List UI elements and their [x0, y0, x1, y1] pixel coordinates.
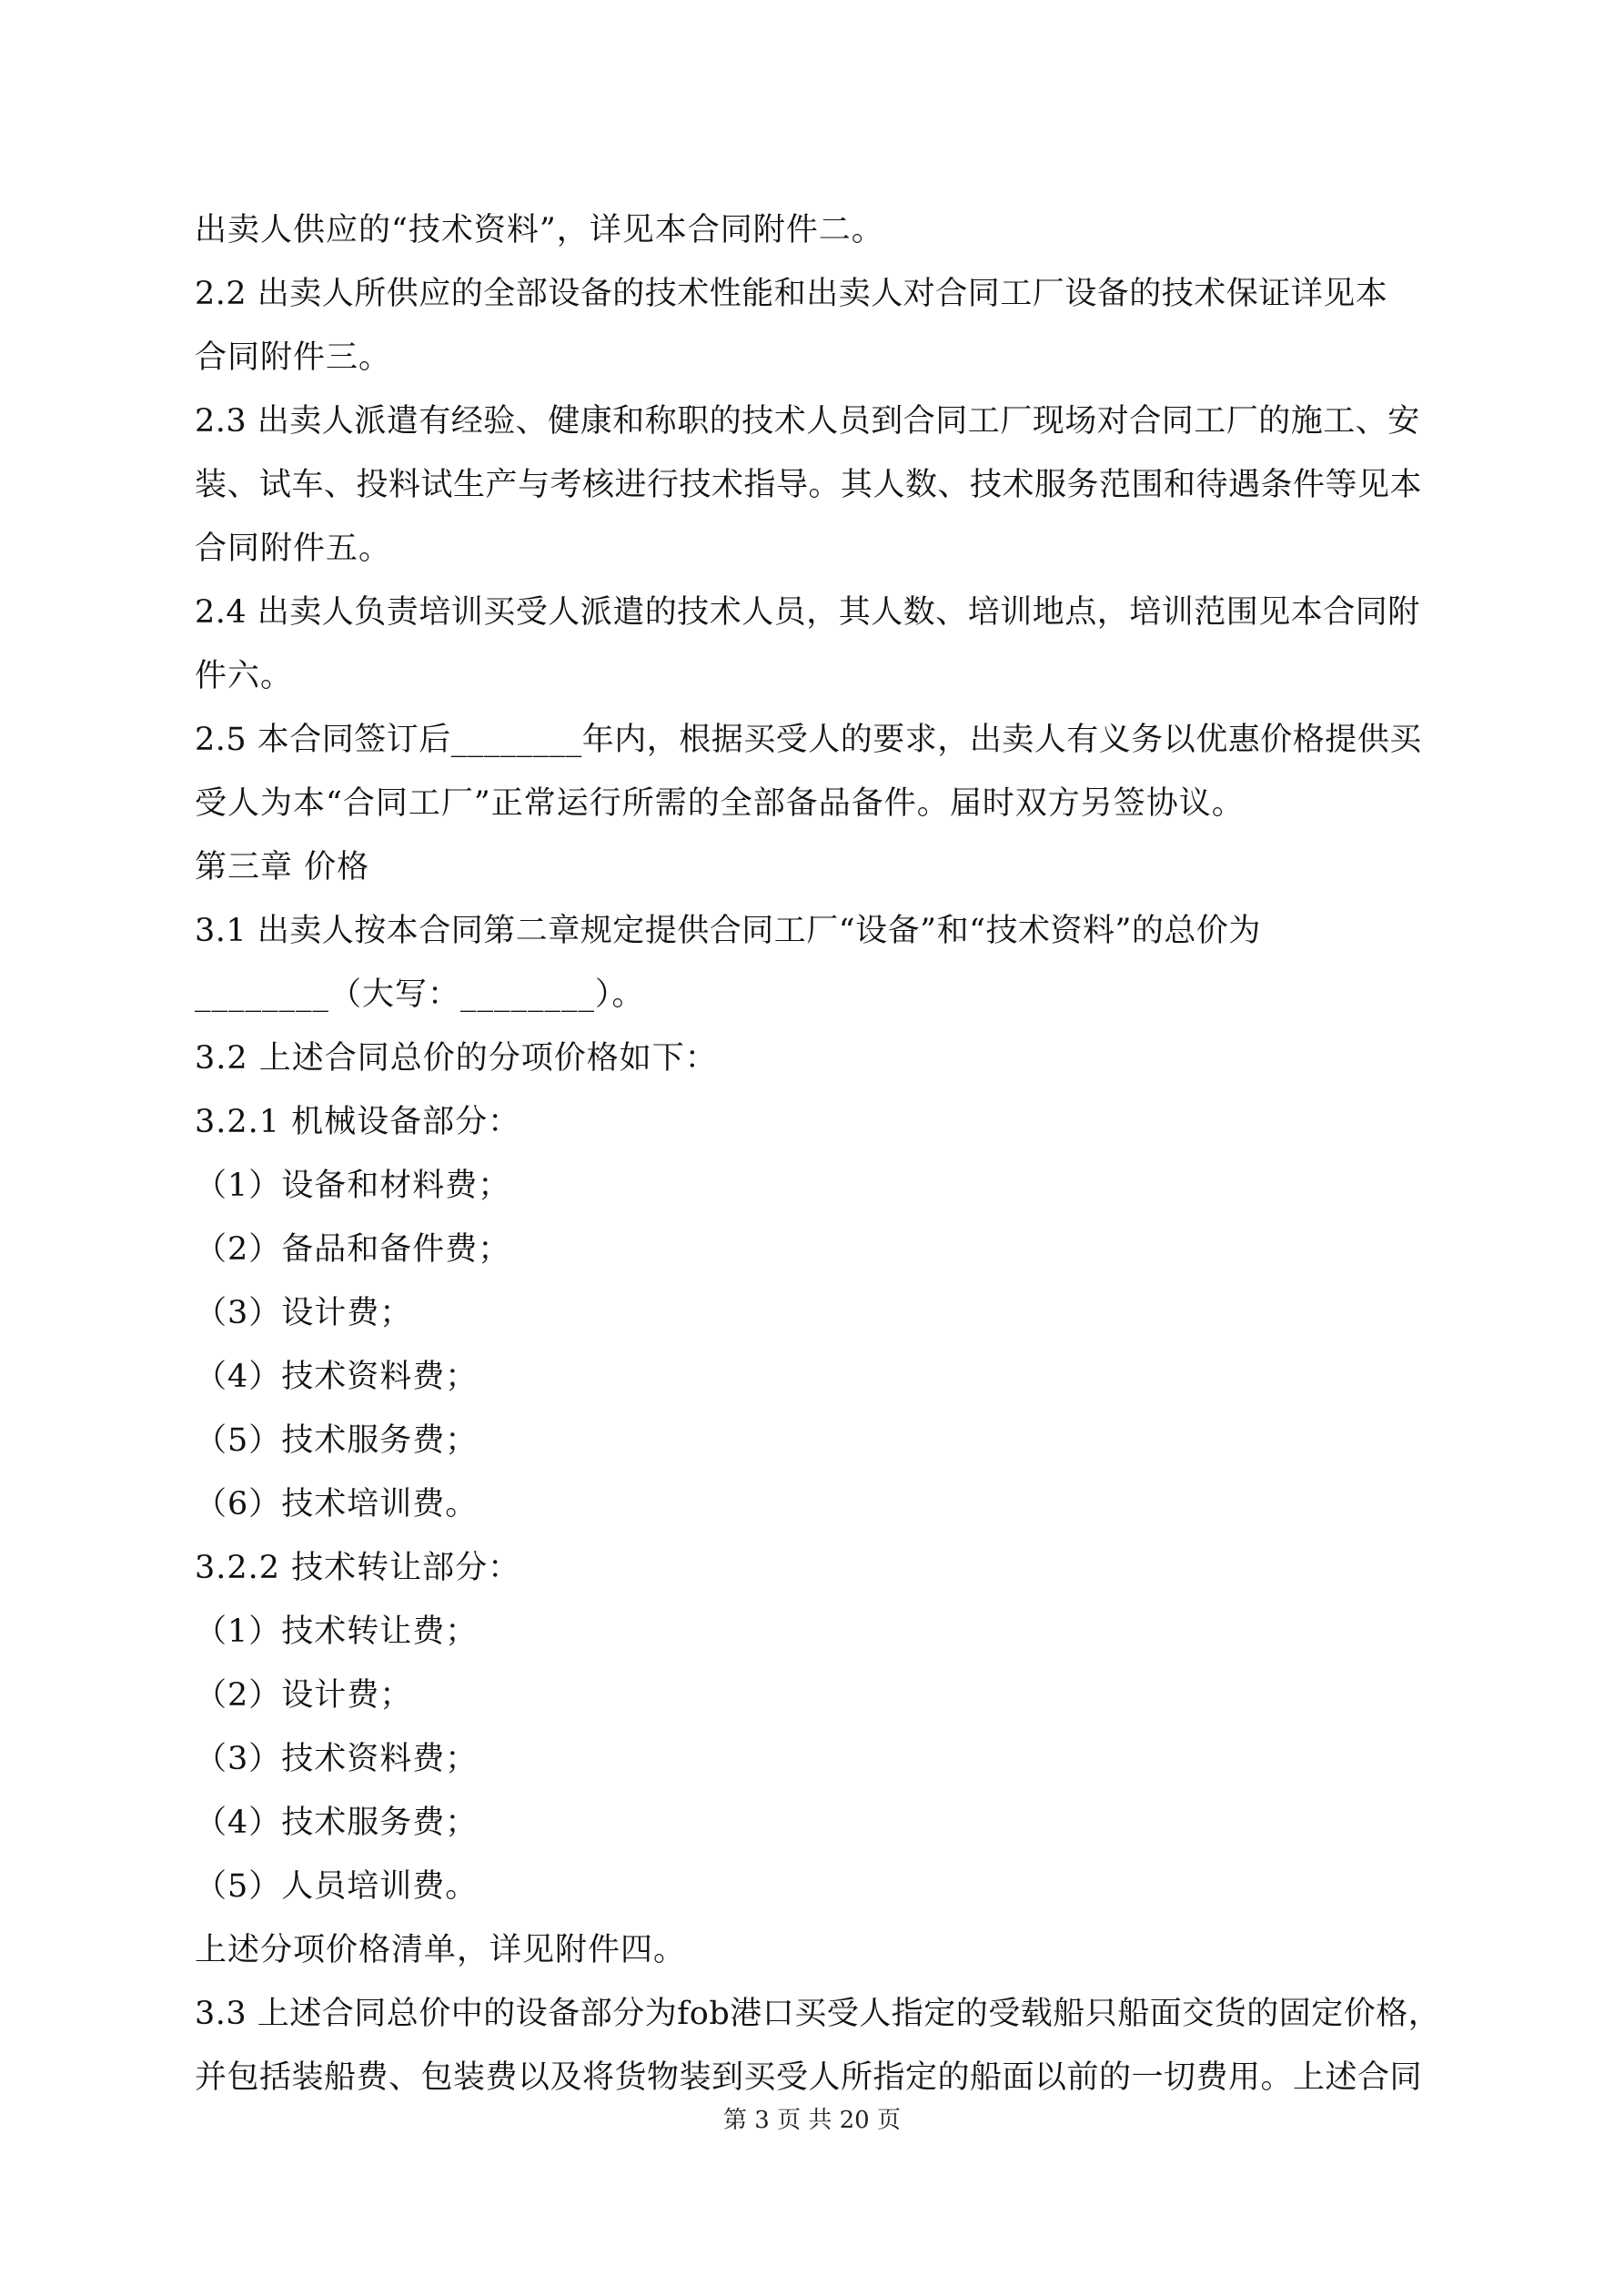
text-line: 并包括装船费、包装费以及将货物装到买受人所指定的船面以前的一切费用。上述合同	[195, 2059, 1423, 2096]
clause-3-2: 3.2 上述合同总价的分项价格如下：	[195, 1040, 718, 1077]
text-line: 合同附件三。	[195, 339, 392, 376]
clause-2-2: 2.2 出卖人所供应的全部设备的技术性能和出卖人对合同工厂设备的技术保证详见本	[195, 276, 1388, 312]
contract-body	[195, 198, 1441, 2109]
clause-3-2-2: 3.2.2 技术转让部分：	[195, 1550, 521, 1586]
text-line: 合同附件五。	[195, 531, 392, 567]
text-line: ________（大写：________）。	[195, 976, 645, 1013]
clause-2-4: 2.4 出卖人负责培训买受人派遣的技术人员，其人数、培训地点，培训范围见本合同附	[195, 594, 1420, 631]
text-line: 件六。	[195, 658, 294, 694]
clause-2-5: 2.5 本合同签订后________年内，根据买受人的要求，出卖人有义务以优惠价格提供买	[195, 722, 1422, 758]
chapter-heading: 第三章 价格	[195, 849, 370, 885]
list-item: （3）技术资料费；	[195, 1741, 479, 1777]
text-line: 上述分项价格清单，详见附件四。	[195, 1932, 687, 1968]
list-item: （1）技术转让费；	[195, 1613, 479, 1650]
text-line: 出卖人供应的“技术资料”，详见本合同附件二。	[195, 212, 884, 248]
clause-3-3: 3.3 上述合同总价中的设备部分为fob港口买受人指定的受载船只船面交货的固定价格，	[195, 1996, 1441, 2032]
list-item: （6）技术培训费。	[195, 1486, 479, 1522]
clause-3-2-1: 3.2.1 机械设备部分：	[195, 1104, 521, 1140]
list-item: （5）人员培训费。	[195, 1868, 479, 1905]
text-line: 受人为本“合同工厂”正常运行所需的全部备品备件。届时双方另签协议。	[195, 785, 1245, 822]
list-item: （3）设计费；	[195, 1295, 413, 1331]
text-line: 装、试车、投料试生产与考核进行技术指导。其人数、技术服务范围和待遇条件等见本	[195, 467, 1423, 503]
page-number-footer: 第 3 页 共 20 页	[723, 2107, 901, 2134]
list-item: （4）技术资料费；	[195, 1359, 479, 1395]
list-item: （5）技术服务费；	[195, 1422, 479, 1459]
clause-2-3: 2.3 出卖人派遣有经验、健康和称职的技术人员到合同工厂现场对合同工厂的施工、安	[195, 403, 1420, 440]
list-item: （4）技术服务费；	[195, 1805, 479, 1841]
clause-3-1: 3.1 出卖人按本合同第二章规定提供合同工厂“设备”和“技术资料”的总价为	[195, 913, 1261, 949]
list-item: （2）备品和备件费；	[195, 1231, 511, 1268]
list-item: （1）设备和材料费；	[195, 1168, 511, 1204]
list-item: （2）设计费；	[195, 1677, 413, 1714]
